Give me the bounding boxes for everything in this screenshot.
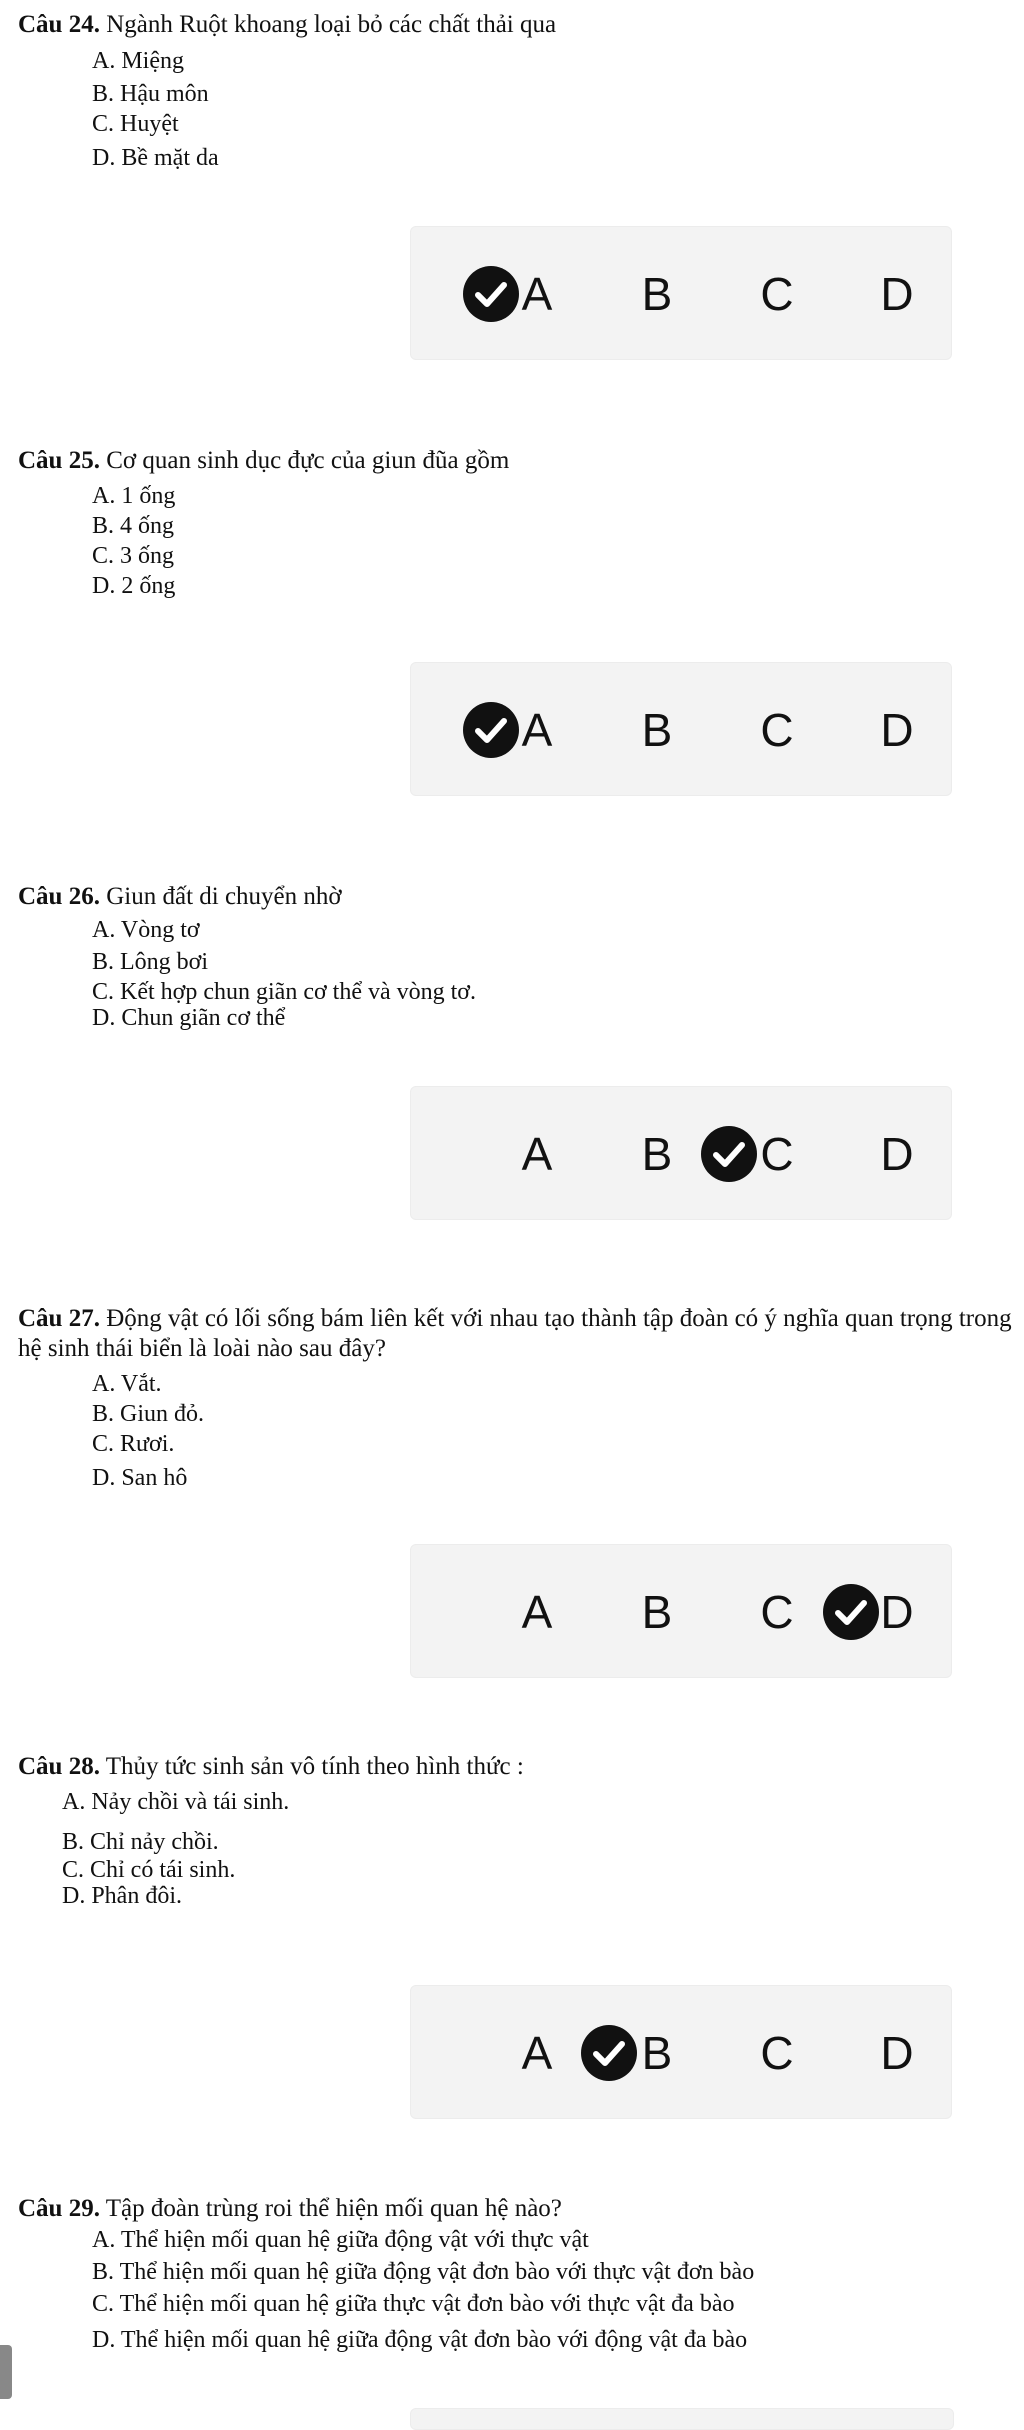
option-b: B. 4 ống [92, 513, 175, 539]
option-a: A. 1 ống [92, 483, 176, 509]
option-a: A. Miệng [92, 48, 184, 74]
check-circle-icon [581, 2025, 637, 2081]
answer-choice-b[interactable]: B [641, 1586, 673, 1638]
option-a: A. Vắt. [92, 1371, 162, 1397]
option-c: C. Rươi. [92, 1431, 175, 1457]
option-a: A. Vòng tơ [92, 917, 200, 943]
option-c: C. 3 ống [92, 543, 175, 569]
answer-box-29 [410, 2408, 954, 2430]
check-circle-icon [701, 1126, 757, 1182]
option-b: B. Chỉ nảy chồi. [62, 1829, 219, 1855]
answer-choice-d[interactable]: D [880, 1586, 914, 1638]
option-d: D. San hô [92, 1465, 188, 1491]
answer-choice-c[interactable]: C [760, 1128, 794, 1180]
question-number: Câu 28. [18, 1753, 100, 1780]
question-title [18, 10, 556, 40]
option-d: D. Thể hiện mối quan hệ giữa động vật đơn bào với động vật đa bào [92, 2327, 748, 2353]
option-d: D. Chun giãn cơ thể [92, 1005, 286, 1031]
option-b: B. Hậu môn [92, 81, 209, 107]
question-text: Giun đất di chuyển nhờ [106, 883, 342, 910]
question-number: Câu 29. [18, 2195, 100, 2222]
scroll-edge-handle[interactable] [0, 2345, 12, 2399]
answer-box-28 [410, 1985, 952, 2119]
question-title [18, 882, 342, 912]
question-text: Thủy tức sinh sản vô tính theo hình thức : [105, 1753, 524, 1780]
question-number: Câu 27. [18, 1305, 100, 1332]
answer-choice-b[interactable]: B [641, 704, 673, 756]
answer-choice-c[interactable]: C [760, 1586, 794, 1638]
option-b: B. Thể hiện mối quan hệ giữa động vật đơn bào với thực vật đơn bào [92, 2259, 755, 2285]
answer-choice-a[interactable]: A [521, 2027, 553, 2079]
question-text: Tập đoàn trùng roi thể hiện mối quan hệ nào? [105, 2195, 562, 2222]
question-title [18, 1752, 524, 1782]
option-c: C. Chỉ có tái sinh. [62, 1857, 236, 1883]
check-circle-icon [463, 702, 519, 758]
question-title [18, 446, 509, 476]
option-a: A. Thể hiện mối quan hệ giữa động vật với thực vật [92, 2227, 589, 2253]
option-a: A. Nảy chồi và tái sinh. [62, 1789, 290, 1815]
answer-choice-b[interactable]: B [641, 1128, 673, 1180]
answer-choice-a[interactable]: A [521, 1586, 553, 1638]
answer-choice-a[interactable]: A [521, 1128, 553, 1180]
question-number: Câu 26. [18, 883, 100, 910]
answer-choice-c[interactable]: C [760, 268, 794, 320]
answer-choice-b[interactable]: B [641, 2027, 673, 2079]
answer-box-25 [410, 662, 952, 796]
option-d: D. Phân đôi. [62, 1883, 182, 1909]
check-circle-icon [463, 266, 519, 322]
option-d: D. Bề mặt da [92, 145, 219, 171]
question-text: Cơ quan sinh dục đực của giun đũa gồm [106, 447, 510, 474]
option-b: B. Lông bơi [92, 949, 209, 975]
question-title [18, 1304, 1013, 1364]
answer-box-27 [410, 1544, 952, 1678]
option-c: C. Huyệt [92, 111, 179, 137]
answer-box-26 [410, 1086, 952, 1220]
answer-box-24 [410, 226, 952, 360]
answer-choice-a[interactable]: A [521, 268, 553, 320]
question-number: Câu 24. [18, 11, 100, 38]
answer-choice-a[interactable]: A [521, 704, 553, 756]
question-title [18, 2194, 562, 2224]
question-text: Ngành Ruột khoang loại bỏ các chất thải qua [106, 11, 557, 38]
answer-choice-d[interactable]: D [880, 2027, 914, 2079]
answer-choice-d[interactable]: D [880, 1128, 914, 1180]
answer-choice-c[interactable]: C [760, 2027, 794, 2079]
question-number: Câu 25. [18, 447, 100, 474]
option-c: C. Kết hợp chun giãn cơ thể và vòng tơ. [92, 979, 476, 1005]
option-b: B. Giun đỏ. [92, 1401, 205, 1427]
option-d: D. 2 ống [92, 573, 176, 599]
answer-choice-c[interactable]: C [760, 704, 794, 756]
answer-choice-b[interactable]: B [641, 268, 673, 320]
question-text: Động vật có lối sống bám liên kết với nhau tạo thành tập đoàn có ý nghĩa quan trọng trong hệ sinh thái biển là loài nào sau đây? [18, 1305, 1012, 1362]
option-c: C. Thể hiện mối quan hệ giữa thực vật đơn bào với thực vật đa bào [92, 2291, 735, 2317]
answer-choice-d[interactable]: D [880, 704, 914, 756]
check-circle-icon [823, 1584, 879, 1640]
answer-choice-d[interactable]: D [880, 268, 914, 320]
